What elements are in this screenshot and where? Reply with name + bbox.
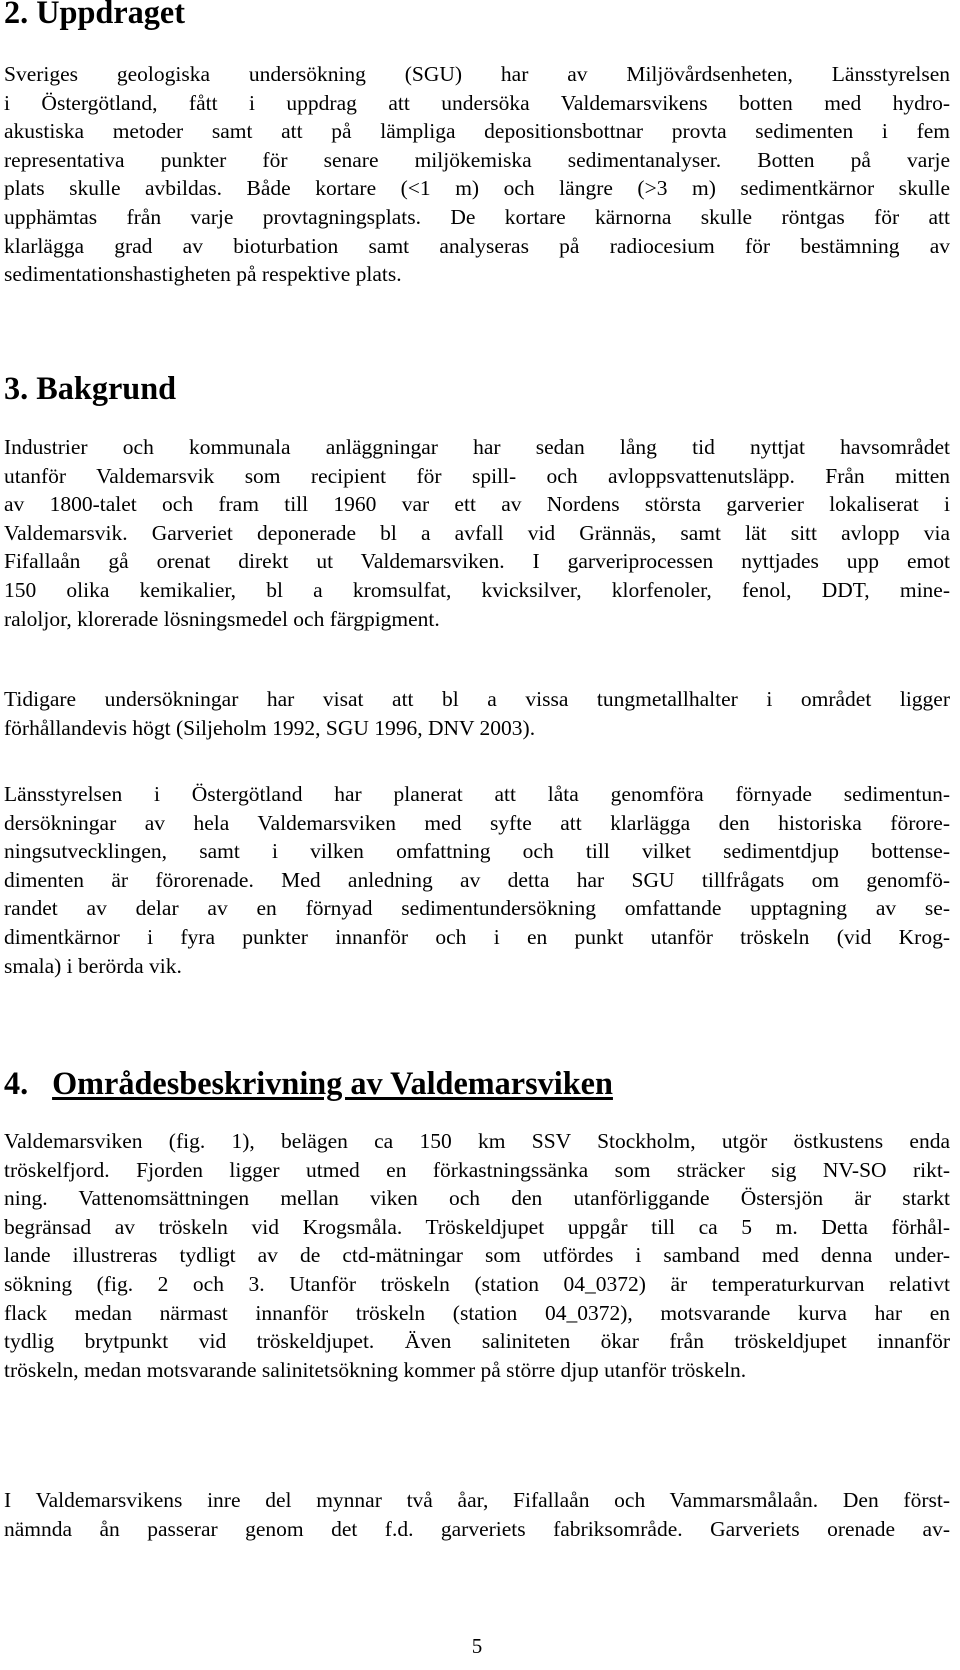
text-line: randet av delar av en förnyad sedimentundersökning omfattande upptagning av se- — [4, 896, 950, 921]
text-line: ning. Vattenomsättningen mellan viken och den utanförliggande Östersjön är starkt — [4, 1186, 950, 1211]
section-title: Områdesbeskrivning av Valdemarsviken — [52, 1065, 613, 1101]
section-title: Bakgrund — [36, 370, 177, 406]
section-number: 2. — [4, 0, 29, 30]
section-number: 3. — [4, 370, 29, 406]
text-line: dimenten är förorenade. Med anledning av detta har SGU tillfrågats om genomfö- — [4, 867, 950, 892]
text-line: förhållandevis högt (Siljeholm 1992, SGU 1996, DNV 2003). — [4, 715, 536, 740]
text-line: dersökningar av hela Valdemarsviken med syfte att klarlägga den historiska förore- — [4, 810, 950, 835]
section-title: Uppdraget — [36, 0, 185, 30]
paragraph-omradesbeskrivning-2 — [4, 1486, 950, 1543]
text-line: tydlig brytpunkt vid tröskeldjupet. Även saliniteten ökar från tröskeldjupet innanför — [4, 1329, 950, 1354]
text-line: I Valdemarsvikens inre del mynnar två åar, Fifallaån och Vammarsmålaån. Den först- — [4, 1488, 950, 1512]
text-line: Tidigare undersökningar har visat att bl a vissa tungmetallhalter i området ligger — [4, 687, 950, 711]
section-number: 4. — [4, 1065, 29, 1101]
text-line: sedimentationshastigheten på respektive plats. — [4, 262, 402, 287]
text-line: klarlägga grad av bioturbation samt analyseras på radiocesium för bestämning av — [4, 233, 950, 258]
text-line: smala) i berörda vik. — [4, 953, 182, 978]
text-line: begränsad av tröskeln vid Krogsmåla. Tröskeldjupet uppgår till ca 5 m. Detta förhål- — [4, 1214, 950, 1239]
text-line: Valdemarsvik. Garveriet deponerade bl a avfall vid Grännäs, samt lät sitt avlopp via — [4, 520, 950, 545]
text-line: akustiska metoder samt att på lämpliga depositionsbottnar provta sedimenten i fem — [4, 119, 950, 144]
section-heading-uppdraget — [4, 0, 185, 30]
text-line: Fifallaån gå orenat direkt ut Valdemarsviken. I garveriprocessen nyttjades upp emot — [4, 549, 950, 574]
page-number: 5 — [471, 1634, 483, 1658]
text-line: 150 olika kemikalier, bl a kromsulfat, kvicksilver, klorfenoler, fenol, DDT, mine- — [4, 577, 950, 602]
text-line: Länsstyrelsen i Östergötland har planerat att låta genomföra förnyade sedimentun- — [4, 782, 950, 806]
text-line: Valdemarsviken (fig. 1), belägen ca 150 km SSV Stockholm, utgör östkustens enda — [4, 1129, 950, 1153]
section-heading-omradesbeskrivning — [4, 1065, 613, 1101]
paragraph-omradesbeskrivning-1 — [4, 1127, 950, 1384]
text-line: nämnda ån passerar genom det f.d. garveriets fabriksområde. Garveriets orenade av- — [4, 1516, 950, 1541]
text-line: plats skulle avbildas. Både kortare (<1 m) och längre (>3 m) sedimentkärnor skulle — [4, 176, 950, 201]
paragraph-bakgrund-1 — [4, 433, 950, 633]
text-line: representativa punkter för senare miljökemiska sedimentanalyser. Botten på varje — [4, 147, 950, 172]
text-line: tröskeln, medan motsvarande salinitetsökning kommer på större djup utanför tröskeln. — [4, 1357, 747, 1382]
text-line: lande illustreras tydligt av de ctd-mätningar som utfördes i samband med denna under- — [4, 1243, 950, 1268]
text-line: tröskelfjord. Fjorden ligger utmed en förkastningssänka som sträcker sig NV-SO rikt- — [4, 1157, 950, 1182]
text-line: dimentkärnor i fyra punkter innanför och i en punkt utanför tröskeln (vid Krog- — [4, 924, 950, 949]
text-line: upphämtas från varje provtagningsplats. De kortare kärnorna skulle röntgas för att — [4, 204, 950, 229]
paragraph-bakgrund-3 — [4, 780, 950, 980]
section-heading-bakgrund — [4, 370, 177, 406]
text-line: flack medan närmast innanför tröskeln (station 04_0372), motsvarande kurva har en — [4, 1300, 950, 1325]
text-line: sökning (fig. 2 och 3. Utanför tröskeln (station 04_0372) är temperaturkurvan relativt — [4, 1271, 950, 1296]
text-line: ningsutvecklingen, samt i vilken omfattning och till vilket sedimentdjup bottense- — [4, 839, 950, 864]
paragraph-bakgrund-2 — [4, 685, 950, 742]
text-line: Sveriges geologiska undersökning (SGU) har av Miljövårdsenheten, Länsstyrelsen — [4, 62, 950, 86]
text-line: utanför Valdemarsvik som recipient för spill- och avloppsvattenutsläpp. Från mitten — [4, 463, 950, 488]
text-line: Industrier och kommunala anläggningar har sedan lång tid nyttjat havsområdet — [4, 435, 950, 459]
text-line: i Östergötland, fått i uppdrag att undersöka Valdemarsvikens botten med hydro- — [4, 90, 950, 115]
text-line: raloljor, klorerade lösningsmedel och färgpigment. — [4, 606, 440, 631]
text-line: av 1800-talet och fram till 1960 var ett av Nordens största garverier lokaliserat i — [4, 492, 950, 517]
paragraph-uppdraget — [4, 60, 950, 289]
